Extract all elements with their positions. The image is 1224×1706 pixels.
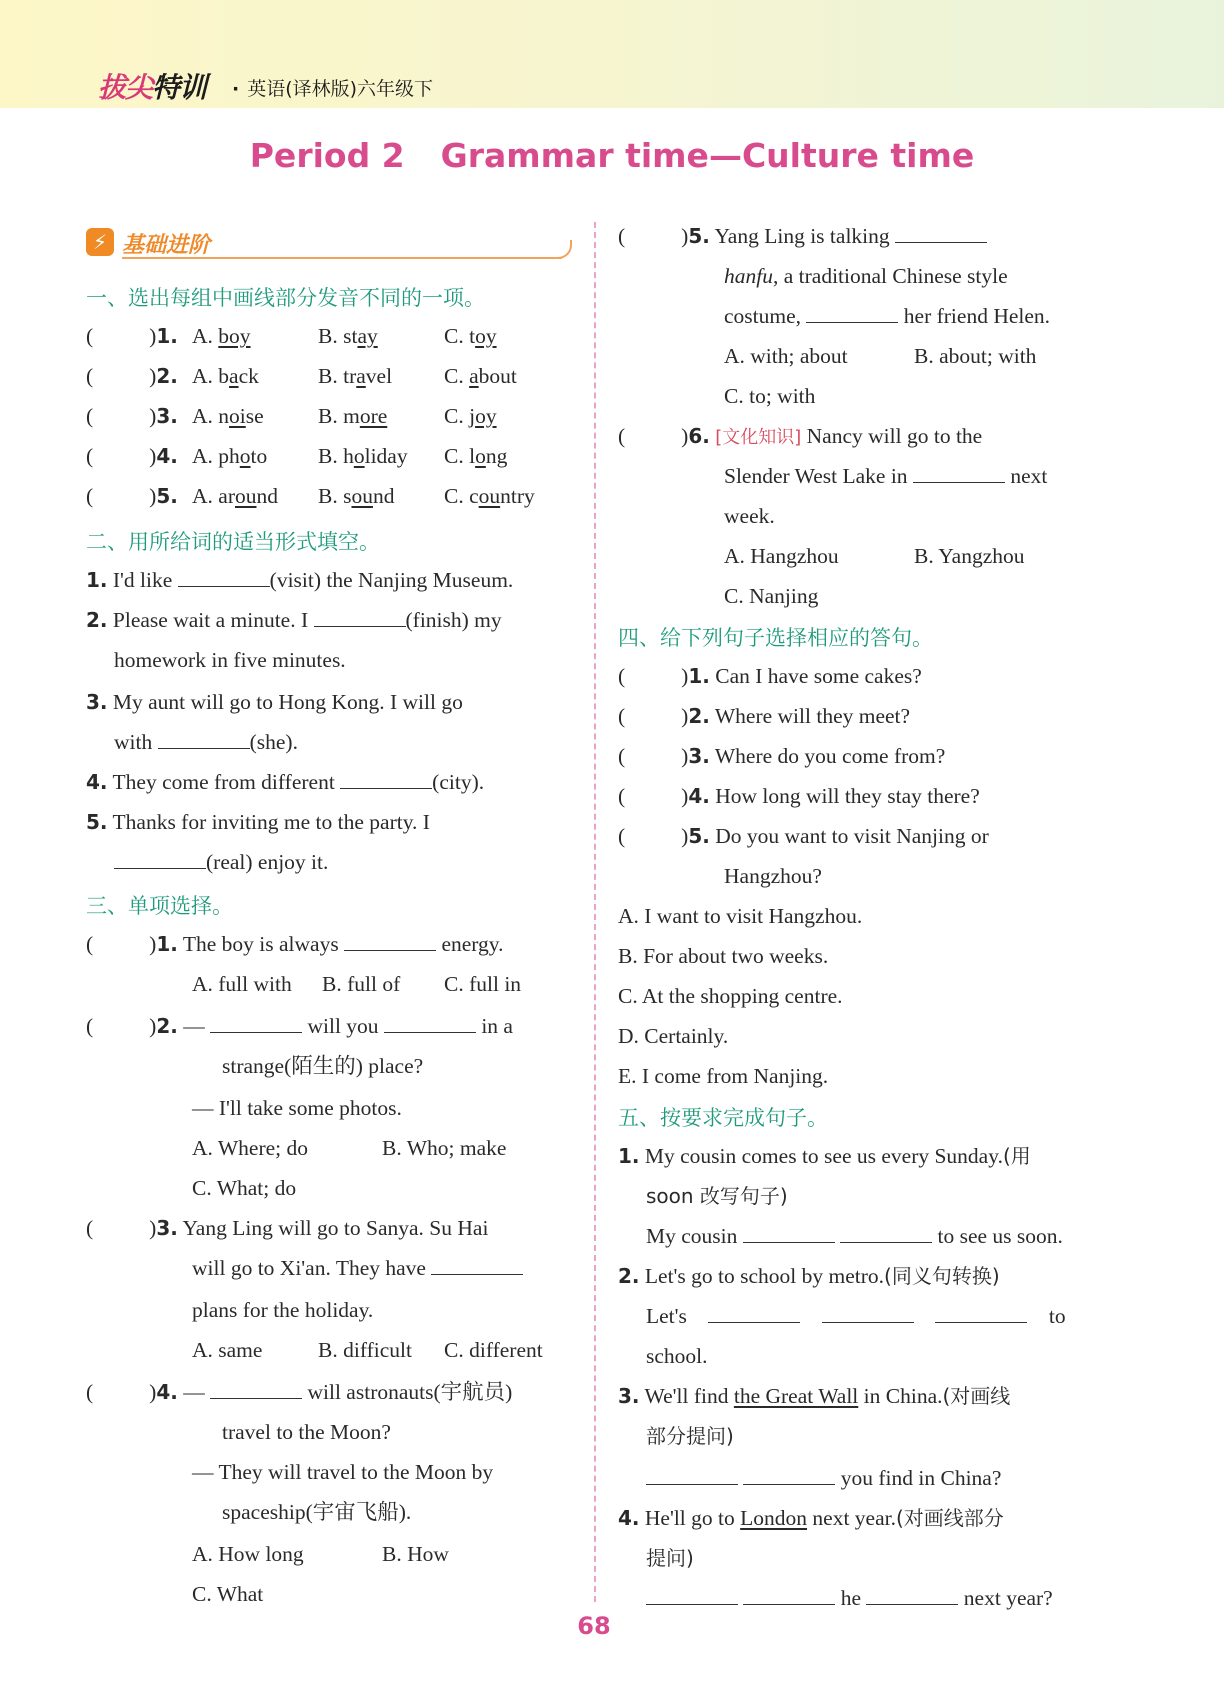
lightning-icon: ⚡: [86, 228, 114, 256]
answer-blank[interactable]: [935, 1304, 1027, 1323]
mc-q6-l3: week.: [724, 504, 775, 528]
answer-blank[interactable]: [743, 1466, 835, 1485]
mc-q1-o2[interactable]: B. full of: [322, 972, 401, 996]
mc-q4: ( )4. — will astronauts(宇航员): [86, 1380, 513, 1404]
option-a[interactable]: A. boy: [192, 324, 251, 348]
answer-blank[interactable]: [822, 1304, 914, 1323]
mc-q4-o1[interactable]: A. How long: [192, 1542, 304, 1566]
rewrite-item-1: 1. My cousin comes to see us every Sunday.(用: [618, 1144, 1031, 1168]
match-q2: ( )2. Where will they meet?: [618, 704, 911, 728]
fill-item-4: 4. They come from different (city).: [86, 770, 485, 794]
brand-logo: 拔尖特训: [98, 71, 207, 104]
section-4-title: 四、给下列句子选择相应的答句。: [618, 626, 933, 650]
rewrite-item-1-l2: soon 改写句子): [646, 1184, 788, 1208]
mc-q2-o1[interactable]: A. Where; do: [192, 1136, 309, 1160]
rewrite-item-4-l2: 提问): [646, 1546, 694, 1570]
mc-q4-l2: travel to the Moon?: [222, 1420, 391, 1444]
mc-q1-o1[interactable]: A. full with: [192, 972, 292, 996]
mc-q6-o3[interactable]: C. Nanjing: [724, 584, 819, 608]
mc-q6: ( )6. [文化知识] Nancy will go to the: [618, 424, 983, 448]
page-number: 68: [577, 1612, 611, 1640]
answer-blank[interactable]: [114, 850, 206, 869]
match-answer-3: C. At the shopping centre.: [618, 984, 843, 1008]
mc-q5-o1[interactable]: A. with; about: [724, 344, 848, 368]
mc-q4-l4: spaceship(宇宙飞船).: [222, 1500, 412, 1524]
match-q5: ( )5. Do you want to visit Nanjing or: [618, 824, 989, 848]
option-b[interactable]: B. sound: [318, 484, 395, 508]
mc-q3: ( )3. Yang Ling will go to Sanya. Su Hai: [86, 1216, 489, 1240]
mc-q4-l3: — They will travel to the Moon by: [192, 1460, 494, 1484]
answer-blank[interactable]: [314, 608, 406, 627]
answer-blank[interactable]: [743, 1586, 835, 1605]
rewrite-item-2-l2: Let's to: [646, 1304, 1066, 1328]
answer-blank[interactable]: [210, 1014, 302, 1033]
answer-blank[interactable]: [646, 1466, 738, 1485]
answer-blank[interactable]: [743, 1224, 835, 1243]
fill-item-3-cont: with (she).: [114, 730, 298, 754]
option-a[interactable]: A. back: [192, 364, 259, 388]
option-c[interactable]: C. toy: [444, 324, 497, 348]
phonics-item-5: ( )5. A. around B. sound C. country: [86, 484, 535, 508]
option-c[interactable]: C. about: [444, 364, 517, 388]
match-q1: ( )1. Can I have some cakes?: [618, 664, 922, 688]
mc-q2-l3: — I'll take some photos.: [192, 1096, 402, 1120]
mc-q6-o2[interactable]: B. Yangzhou: [914, 544, 1025, 568]
mc-q4-o2[interactable]: B. How: [382, 1542, 449, 1566]
match-answer-4: D. Certainly.: [618, 1024, 729, 1048]
phonics-item-4: ( )4. A. photo B. holiday C. long: [86, 444, 508, 468]
mc-q2-l2: strange(陌生的) place?: [222, 1054, 424, 1078]
match-answer-5: E. I come from Nanjing.: [618, 1064, 829, 1088]
match-answer-1: A. I want to visit Hangzhou.: [618, 904, 863, 928]
mc-q3-o2[interactable]: B. difficult: [318, 1338, 412, 1362]
rewrite-item-3-l2: 部分提问): [646, 1424, 734, 1448]
answer-blank[interactable]: [431, 1256, 523, 1275]
option-b[interactable]: B. stay: [318, 324, 378, 348]
match-q4: ( )4. How long will they stay there?: [618, 784, 980, 808]
mc-q3-o3[interactable]: C. different: [444, 1338, 543, 1362]
rewrite-item-1-l3: My cousin to see us soon.: [646, 1224, 1063, 1248]
book-subject: · 英语(译林版)六年级下: [232, 78, 434, 100]
fill-item-2: 2. Please wait a minute. I (finish) my: [86, 608, 502, 632]
option-b[interactable]: B. more: [318, 404, 388, 428]
fill-item-3: 3. My aunt will go to Hong Kong. I will go: [86, 690, 463, 714]
match-q3: ( )3. Where do you come from?: [618, 744, 946, 768]
rewrite-item-4-l3: he next year?: [646, 1584, 1053, 1612]
rewrite-item-2: 2. Let's go to school by metro.(同义句转换): [618, 1264, 1000, 1288]
answer-blank[interactable]: [895, 224, 987, 243]
mc-q3-o1[interactable]: A. same: [192, 1338, 263, 1362]
mc-q5-o2[interactable]: B. about; with: [914, 344, 1037, 368]
answer-blank[interactable]: [344, 932, 436, 951]
section-1-title: 一、选出每组中画线部分发音不同的一项。: [86, 286, 485, 310]
mc-q5-o3[interactable]: C. to; with: [724, 384, 816, 408]
mc-q6-o1[interactable]: A. Hangzhou: [724, 544, 839, 568]
rewrite-item-2-l3: school.: [646, 1344, 708, 1368]
answer-blank[interactable]: [340, 770, 432, 789]
option-c[interactable]: C. joy: [444, 404, 497, 428]
answer-blank[interactable]: [210, 1380, 302, 1399]
answer-blank[interactable]: [840, 1224, 932, 1243]
mc-q1-o3[interactable]: C. full in: [444, 972, 522, 996]
mc-q2: ( )2. — will you in a: [86, 1014, 513, 1038]
option-a[interactable]: A. around: [192, 484, 278, 508]
mc-q1: ( )1. The boy is always energy.: [86, 932, 504, 956]
answer-blank[interactable]: [708, 1304, 800, 1323]
phonics-item-3: ( )3. A. noise B. more C. joy: [86, 404, 497, 428]
answer-blank[interactable]: [178, 568, 270, 587]
match-q5-cont: Hangzhou?: [724, 864, 822, 888]
answer-blank[interactable]: [384, 1014, 476, 1033]
section-badge: ⚡ 基础进阶: [86, 228, 570, 258]
mc-q6-l2: Slender West Lake in next: [724, 464, 1048, 488]
answer-blank[interactable]: [913, 464, 1005, 483]
phonics-item-2: ( )2. A. back B. travel C. about: [86, 364, 517, 388]
option-a[interactable]: A. photo: [192, 444, 268, 468]
section-3-title: 三、单项选择。: [86, 894, 233, 918]
section-2-title: 二、用所给词的适当形式填空。: [86, 530, 380, 554]
match-answer-2: B. For about two weeks.: [618, 944, 829, 968]
culture-tag: [文化知识]: [715, 427, 802, 448]
mc-q2-o2[interactable]: B. Who; make: [382, 1136, 507, 1160]
answer-blank[interactable]: [806, 304, 898, 323]
answer-blank[interactable]: [866, 1586, 958, 1605]
mc-q5: ( )5. Yang Ling is talking: [618, 222, 987, 250]
mc-q3-l2: will go to Xi'an. They have: [192, 1254, 523, 1282]
mc-q2-o3[interactable]: C. What; do: [192, 1176, 297, 1200]
page-header: [0, 0, 1224, 108]
fill-item-1: 1. I'd like (visit) the Nanjing Museum.: [86, 568, 514, 592]
phonics-item-1: ( )1. A. boy B. stay C. toy: [86, 324, 497, 348]
option-b[interactable]: B. travel: [318, 364, 393, 388]
mc-q3-l3: plans for the holiday.: [192, 1298, 374, 1322]
answer-blank[interactable]: [646, 1586, 738, 1605]
fill-item-5-cont: (real) enjoy it.: [114, 848, 328, 876]
column-divider: [594, 222, 596, 1602]
rewrite-item-4: 4. He'll go to London next year.(对画线部分: [618, 1506, 1004, 1530]
mc-q5-l3: costume, her friend Helen.: [724, 304, 1051, 328]
fill-item-5: 5. Thanks for inviting me to the party. I: [86, 810, 430, 834]
answer-blank[interactable]: [158, 730, 250, 749]
section-5-title: 五、按要求完成句子。: [618, 1106, 828, 1130]
mc-q4-o3[interactable]: C. What: [192, 1582, 264, 1606]
rewrite-item-3: 3. We'll find the Great Wall in China.(对画线: [618, 1384, 1011, 1408]
page-title: Period 2 Grammar time—Culture time: [249, 136, 975, 175]
option-a[interactable]: A. noise: [192, 404, 264, 428]
option-c[interactable]: C. country: [444, 484, 535, 508]
option-c[interactable]: C. long: [444, 444, 508, 468]
fill-item-2-cont: homework in five minutes.: [114, 648, 346, 672]
option-b[interactable]: B. holiday: [318, 444, 408, 468]
rewrite-item-3-l3: you find in China?: [646, 1464, 1001, 1492]
mc-q5-l2: hanfu, a traditional Chinese style: [724, 264, 1008, 288]
